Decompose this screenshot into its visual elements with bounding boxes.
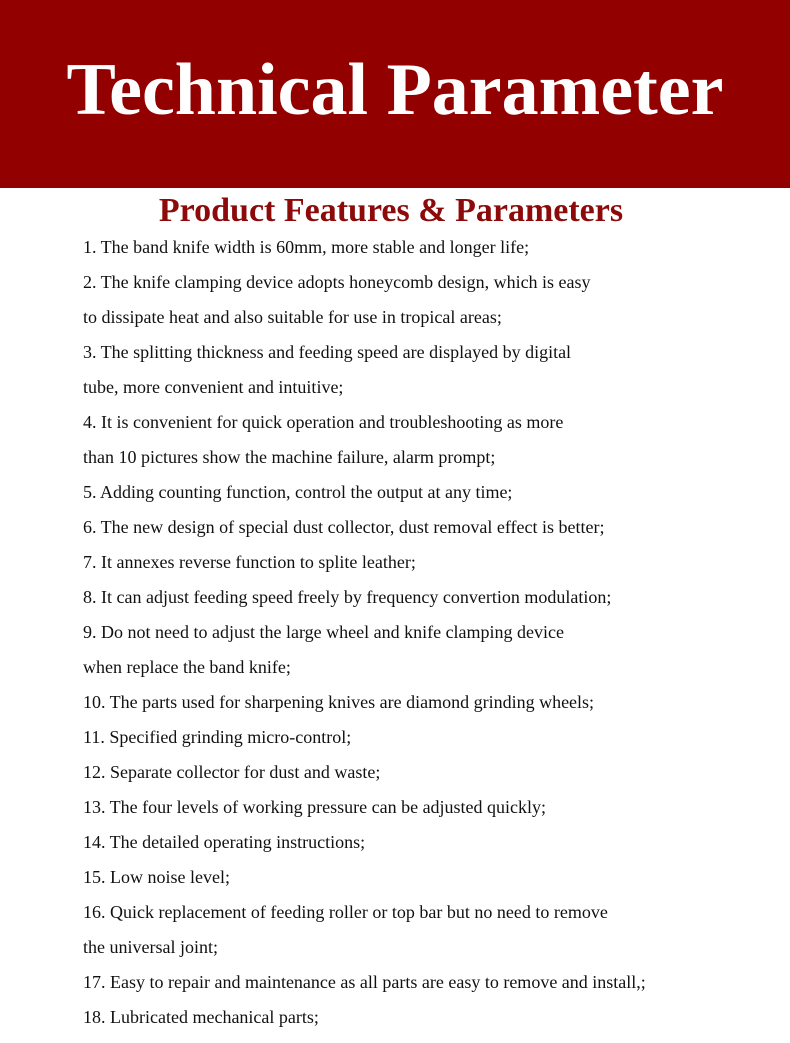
header-banner: [0, 0, 790, 188]
feature-line: when replace the band knife;: [83, 657, 291, 677]
feature-line: 12. Separate collector for dust and waste;: [83, 762, 381, 782]
feature-line: 13. The four levels of working pressure can be adjusted quickly;: [83, 797, 547, 817]
feature-list: [83, 230, 783, 1035]
feature-line: 9. Do not need to adjust the large wheel and knife clamping device: [83, 622, 565, 642]
feature-line: 14. The detailed operating instructions;: [83, 832, 366, 852]
feature-line: 17. Easy to repair and maintenance as all parts are easy to remove and install,;: [83, 972, 646, 992]
feature-line: 16. Quick replacement of feeding roller or top bar but no need to remove: [83, 902, 608, 922]
section-subtitle: Product Features & Parameters: [158, 192, 624, 229]
feature-line: 18. Lubricated mechanical parts;: [83, 1007, 319, 1027]
feature-line: 10. The parts used for sharpening knives are diamond grinding wheels;: [83, 692, 595, 712]
feature-line: 5. Adding counting function, control the output at any time;: [83, 482, 513, 502]
page-title: Technical Parameter: [66, 49, 724, 131]
feature-line: to dissipate heat and also suitable for use in tropical areas;: [83, 307, 502, 327]
feature-line: 2. The knife clamping device adopts honeycomb design, which is easy: [83, 272, 591, 292]
feature-line: 7. It annexes reverse function to splite leather;: [83, 552, 416, 572]
feature-line: 8. It can adjust feeding speed freely by frequency convertion modulation;: [83, 587, 612, 607]
feature-line: than 10 pictures show the machine failure, alarm prompt;: [83, 447, 496, 467]
feature-line: 1. The band knife width is 60mm, more stable and longer life;: [83, 237, 530, 257]
feature-line: the universal joint;: [83, 937, 218, 957]
feature-line: 3. The splitting thickness and feeding speed are displayed by digital: [83, 342, 572, 362]
feature-line: tube, more convenient and intuitive;: [83, 377, 344, 397]
feature-line: 11. Specified grinding micro-control;: [83, 727, 352, 747]
feature-line: 6. The new design of special dust collector, dust removal effect is better;: [83, 517, 605, 537]
feature-line: 4. It is convenient for quick operation and troubleshooting as more: [83, 412, 564, 432]
feature-line: 15. Low noise level;: [83, 867, 230, 887]
